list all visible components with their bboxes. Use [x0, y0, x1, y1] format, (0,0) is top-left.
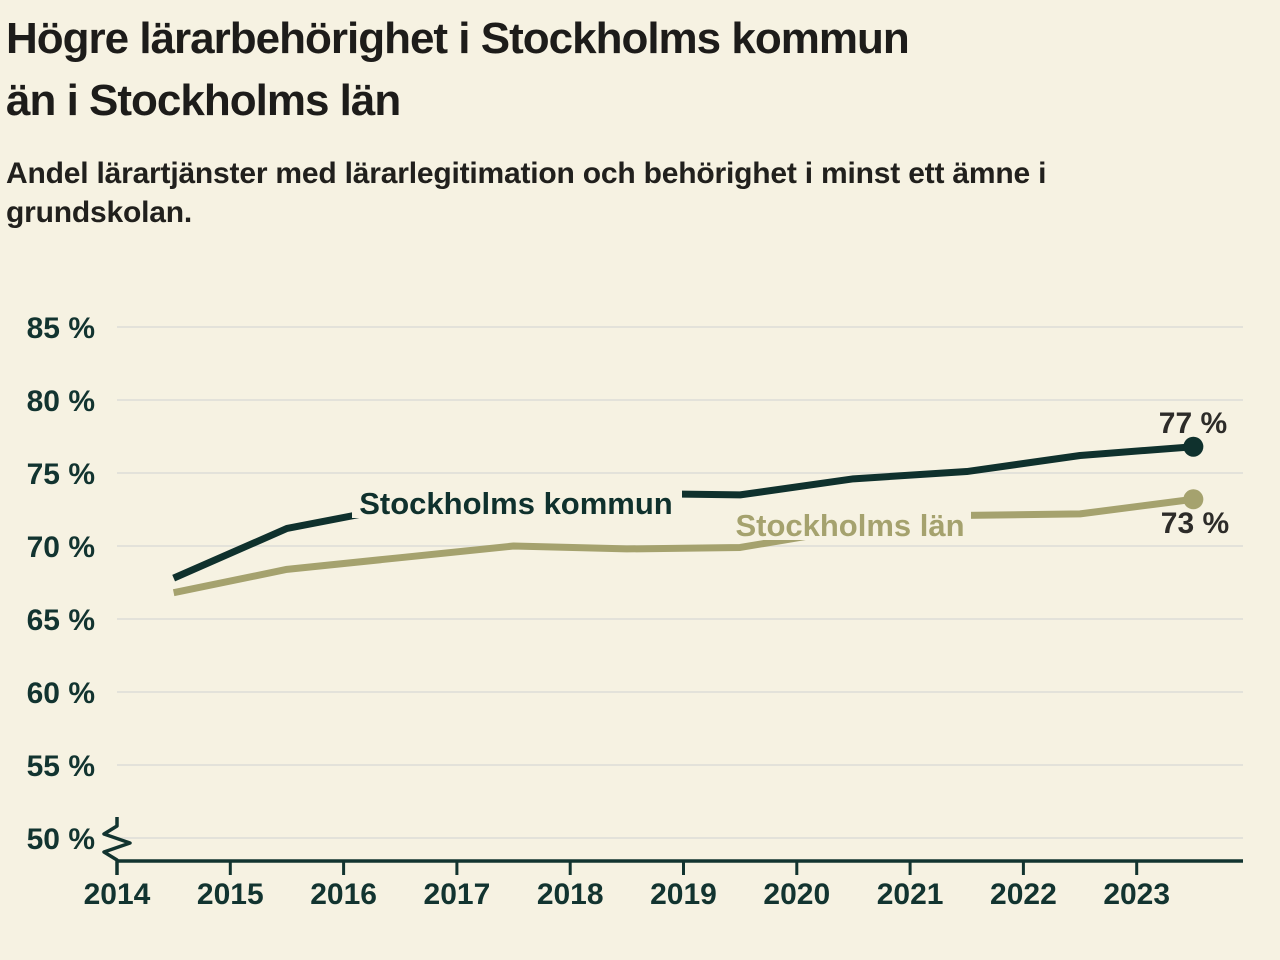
- x-tick-label-2023: 2023: [1103, 878, 1171, 911]
- y-tick-label-80: 80 %: [26, 385, 95, 418]
- y-tick-label-65: 65 %: [26, 604, 95, 637]
- series-label-0: Stockholms kommun: [359, 486, 673, 521]
- subtitle-line-2: grundskolan.: [6, 196, 192, 229]
- series-end-value-0: 77 %: [1158, 407, 1228, 440]
- y-tick-label-75: 75 %: [26, 458, 95, 491]
- title-line-1: Högre lärarbehörighet i Stockholms kommun: [6, 14, 909, 63]
- x-tick-label-2022: 2022: [990, 878, 1057, 911]
- x-tick-label-2014: 2014: [83, 878, 151, 911]
- x-tick-label-2019: 2019: [650, 878, 717, 911]
- x-tick-label-2018: 2018: [536, 878, 604, 911]
- x-tick-label-2021: 2021: [876, 878, 944, 911]
- y-tick-label-70: 70 %: [26, 531, 95, 564]
- x-tick-label-2017: 2017: [423, 878, 491, 911]
- series-end-value-1: 73 %: [1160, 507, 1230, 540]
- title-line-2: än i Stockholms län: [6, 76, 401, 125]
- subtitle-line-1: Andel lärartjänster med lärarlegitimation och behörighet i minst ett ämne i: [6, 157, 1047, 190]
- y-tick-label-50: 50 %: [26, 823, 95, 856]
- y-tick-label-55: 55 %: [26, 750, 95, 783]
- x-tick-label-2016: 2016: [310, 878, 377, 911]
- x-tick-label-2020: 2020: [763, 878, 831, 911]
- y-tick-label-85: 85 %: [26, 312, 95, 345]
- x-tick-label-2015: 2015: [196, 878, 264, 911]
- y-tick-label-60: 60 %: [26, 677, 95, 710]
- series-label-1: Stockholms län: [735, 508, 965, 543]
- axis-break-icon: [104, 817, 130, 875]
